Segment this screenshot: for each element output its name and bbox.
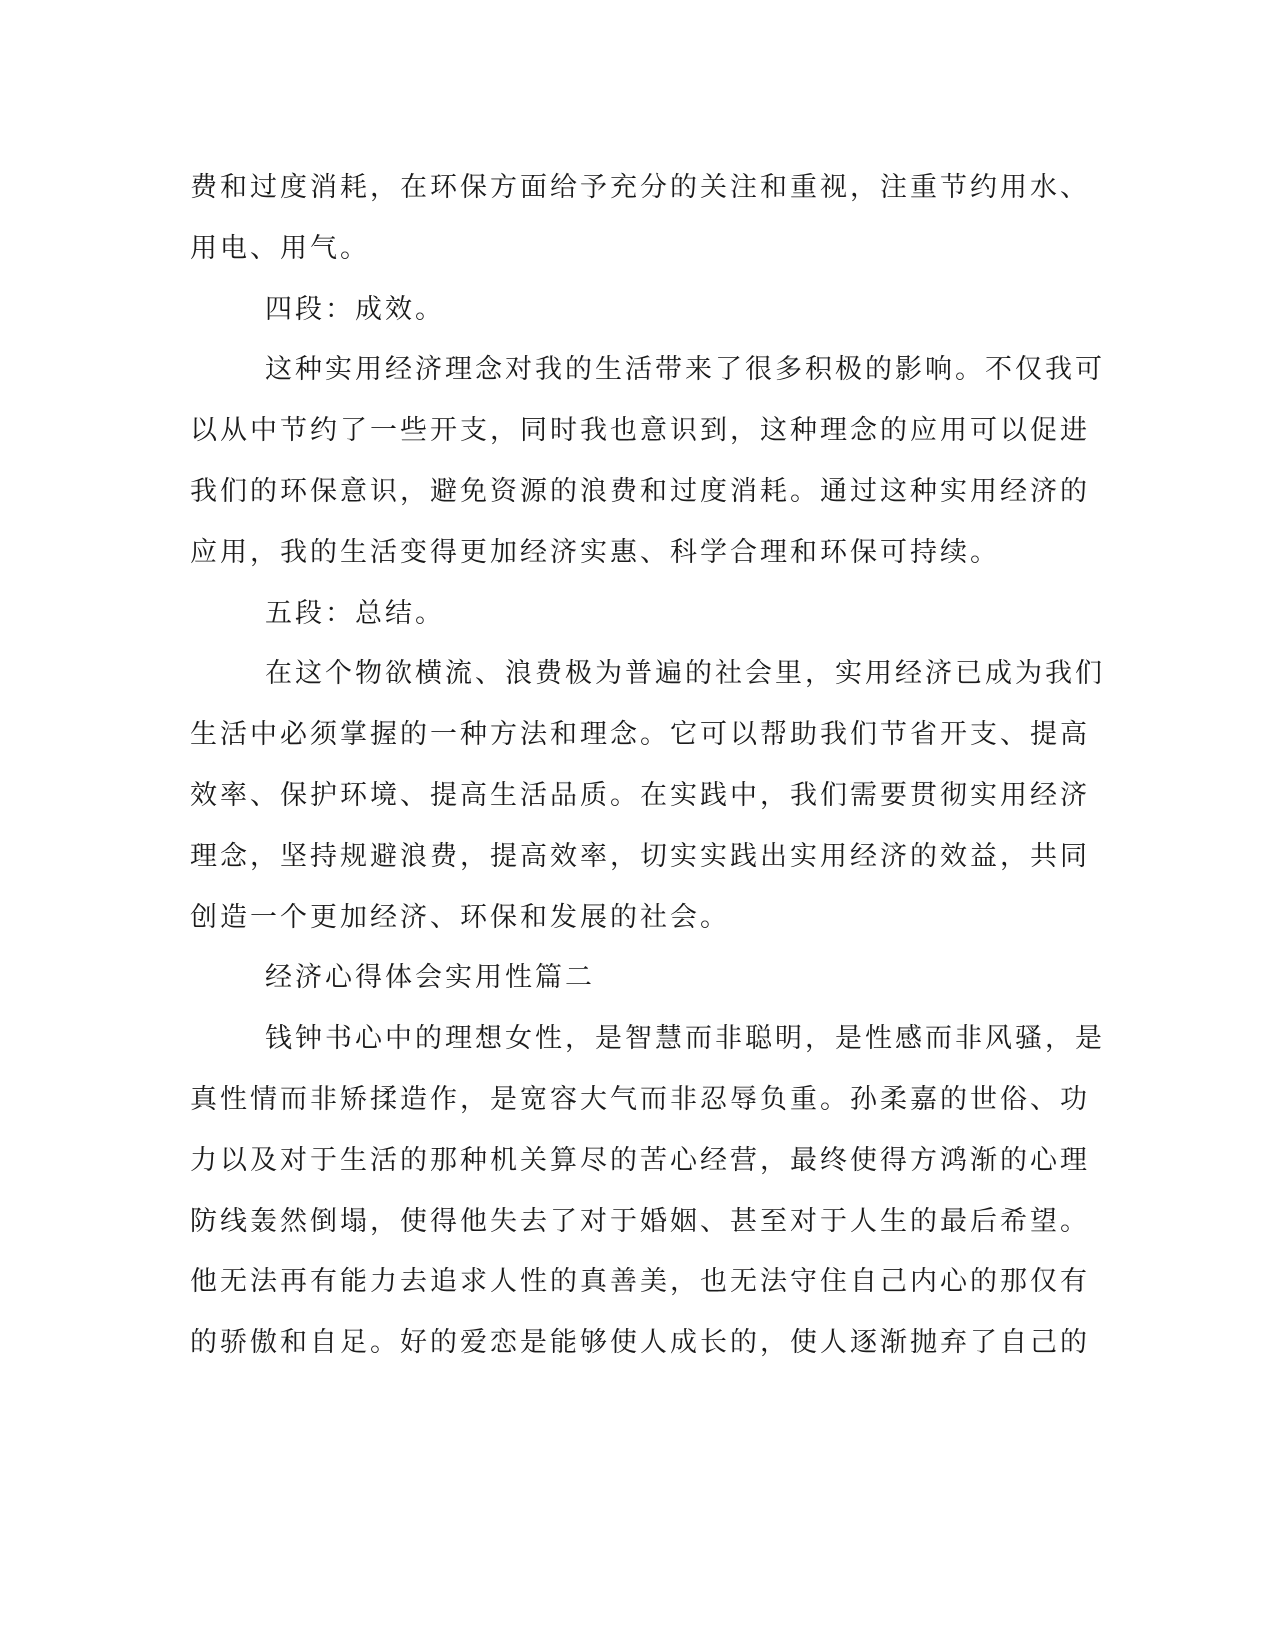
text-line: 钱钟书心中的理想女性，是智慧而非聪明，是性感而非风骚，是 bbox=[265, 1023, 1105, 1055]
text-line: 理念，坚持规避浪费，提高效率，切实实践出实用经济的效益，共同 bbox=[190, 840, 1090, 872]
text-line: 的骄傲和自足。好的爱恋是能够使人成长的，使人逐渐抛弃了自己的 bbox=[190, 1327, 1090, 1359]
text-line: 应用，我的生活变得更加经济实惠、科学合理和环保可持续。 bbox=[190, 536, 1000, 568]
text-line: 防线轰然倒塌，使得他失去了对于婚姻、甚至对于人生的最后希望。 bbox=[190, 1205, 1090, 1237]
text-line: 费和过度消耗，在环保方面给予充分的关注和重视，注重节约用水、 bbox=[190, 172, 1090, 203]
text-line: 他无法再有能力去追求人性的真善美，也无法守住自己内心的那仅有 bbox=[190, 1266, 1090, 1298]
text-line: 生活中必须掌握的一种方法和理念。它可以帮助我们节省开支、提高 bbox=[190, 719, 1090, 751]
text-line: 创造一个更加经济、环保和发展的社会。 bbox=[190, 901, 730, 933]
text-line: 力以及对于生活的那种机关算尽的苦心经营，最终使得方鸿渐的心理 bbox=[190, 1144, 1090, 1176]
text-line: 真性情而非矫揉造作，是宽容大气而非忍辱负重。孙柔嘉的世俗、功 bbox=[190, 1083, 1090, 1115]
text-line: 这种实用经济理念对我的生活带来了很多积极的影响。不仅我可 bbox=[265, 354, 1105, 386]
text-line: 效率、保护环境、提高生活品质。在实践中，我们需要贯彻实用经济 bbox=[190, 779, 1090, 811]
text-line: 以从中节约了一些开支，同时我也意识到，这种理念的应用可以促进 bbox=[190, 415, 1090, 447]
section-heading: 五段：总结。 bbox=[265, 597, 445, 629]
article-title: 经济心得体会实用性篇二 bbox=[265, 962, 595, 994]
text-line: 用电、用气。 bbox=[190, 232, 370, 264]
document-body bbox=[190, 158, 1105, 1374]
text-line: 在这个物欲横流、浪费极为普遍的社会里，实用经济已成为我们 bbox=[265, 658, 1105, 690]
text-line: 我们的环保意识，避免资源的浪费和过度消耗。通过这种实用经济的 bbox=[190, 475, 1090, 507]
section-heading: 四段：成效。 bbox=[265, 293, 445, 325]
